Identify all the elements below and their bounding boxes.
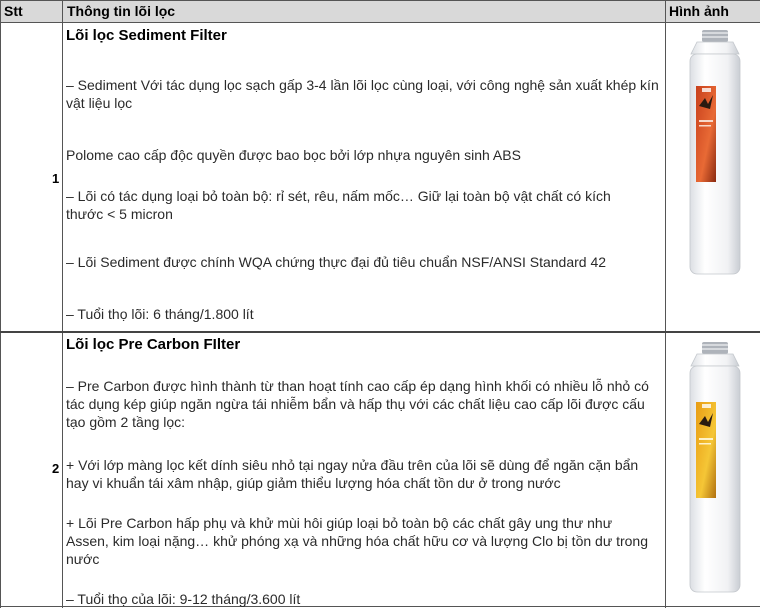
header-info: Thông tin lõi lọc xyxy=(67,3,176,19)
row-1-paragraph-1: – Sediment Với tác dụng lọc sạch gấp 3-4 lần lõi lọc cùng loại, với công nghệ sản xuất khép kín vật liệu lọc xyxy=(66,77,659,111)
header-image-cell xyxy=(666,0,760,22)
row-1-paragraph-4: – Lõi Sediment được chính WQA chứng thực đại đủ tiêu chuẩn NSF/ANSI Standard 42 xyxy=(66,254,607,270)
header-divider xyxy=(0,22,760,23)
table-border-top xyxy=(0,0,760,1)
header-image: Hình ảnh xyxy=(669,3,729,19)
row-2-paragraph-3: + Lõi Pre Carbon hấp phụ và khử mùi hôi giúp loại bỏ toàn bộ các chất gây ung thư như Assen, kim loại nặng… khử phóng xạ và những hóa chất hữu cơ và lượng Clo bị tồn dư trong nước xyxy=(66,515,648,567)
row-2-paragraph-4: – Tuổi thọ của lõi: 9-12 tháng/3.600 lít xyxy=(66,591,301,607)
row-2-title: Lõi lọc Pre Carbon FIlter xyxy=(66,336,241,353)
row-2-stt: 2 xyxy=(52,461,60,476)
header-stt-cell xyxy=(0,0,62,22)
header-info-cell xyxy=(63,0,665,22)
row-1-paragraph-5: – Tuổi thọ lõi: 6 tháng/1.800 lít xyxy=(66,306,254,322)
column-divider-stt xyxy=(62,0,63,608)
row-1-stt: 1 xyxy=(52,171,60,186)
table-border-left xyxy=(0,0,1,608)
row-1-paragraph-3: – Lõi có tác dụng loại bỏ toàn bộ: rỉ sét, rêu, nấm mốc… Giữ lại toàn bộ vật chất có kích thước < 5 micron xyxy=(66,188,611,222)
column-divider-image xyxy=(665,0,666,608)
pre-carbon-filter-image xyxy=(675,340,755,596)
pre-carbon-label xyxy=(696,402,716,498)
sediment-filter-image xyxy=(675,28,755,278)
row-1-title: Lõi lọc Sediment Filter xyxy=(66,27,227,44)
row-1-paragraph-2: Polome cao cấp độc quyền được bao bọc bởi lớp nhựa nguyên sinh ABS xyxy=(66,147,521,163)
row-divider xyxy=(0,331,760,333)
row-2-paragraph-1: – Pre Carbon được hình thành từ than hoạt tính cao cấp ép dạng hình khối có nhiều lỗ nhỏ có tác dụng kép giúp ngăn ngừa tái nhiễm bẩn và hấp thụ với các chất liệu cao cấp lõi được cấu tạo gồm 2 tầng lọc: xyxy=(66,378,649,430)
header-stt: Stt xyxy=(4,3,23,19)
row-2-paragraph-2: + Với lớp màng lọc kết dính siêu nhỏ tại ngay nửa đầu trên của lõi sẽ dùng để ngăn cặn bẩn hay vi khuẩn tái xâm nhập, giúp giảm thiểu lượng hóa chất tồn dư ở trong nước xyxy=(66,457,639,491)
